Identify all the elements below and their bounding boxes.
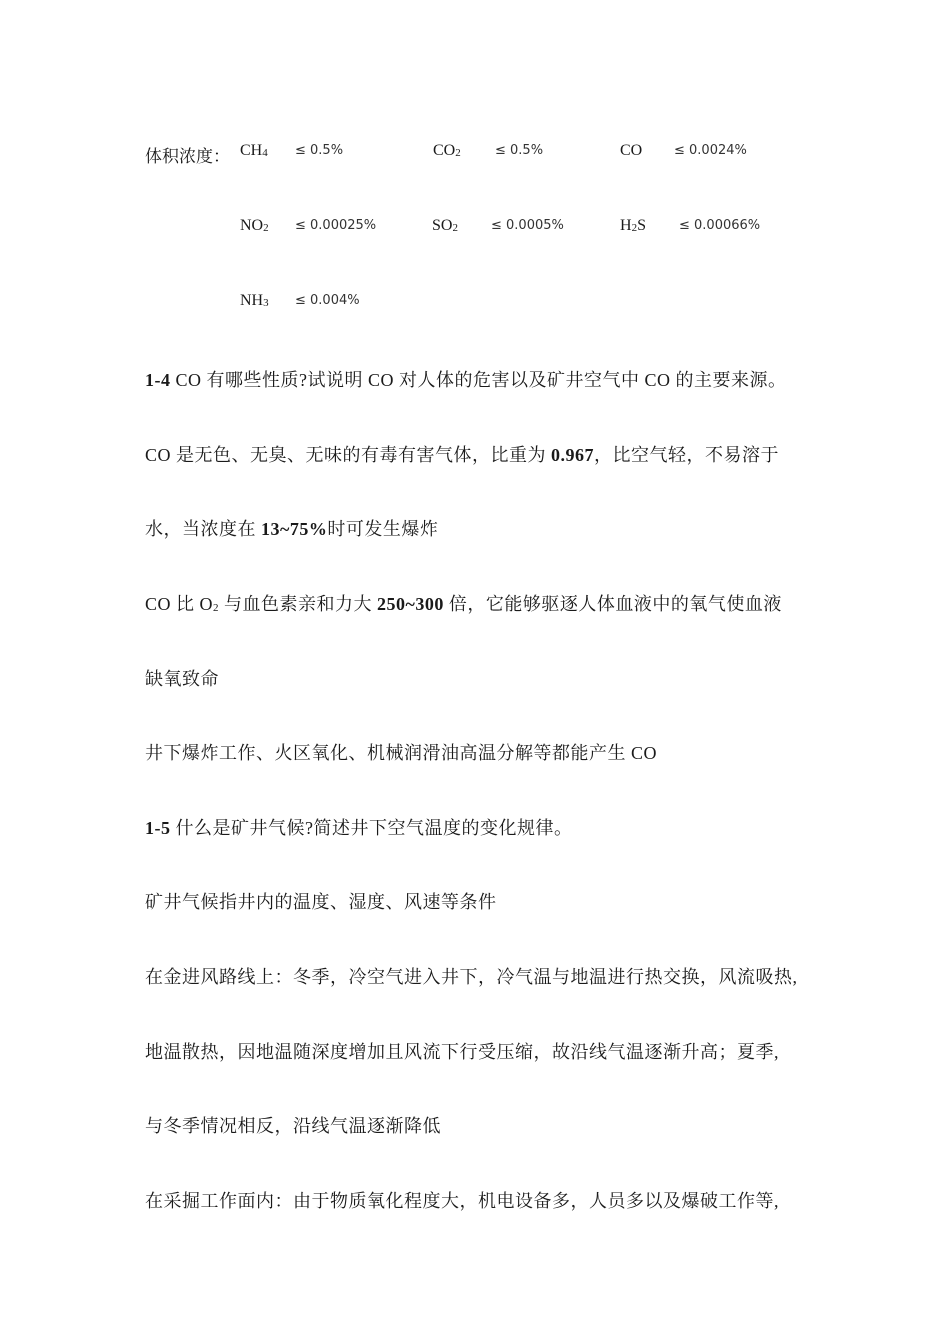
gas-so2: $SO_2$ — [432, 217, 458, 234]
answer-1-4-line-2: 水，当浓度在 13~75%时可发生爆炸 — [145, 519, 439, 539]
concentration-row-3 — [145, 292, 845, 316]
limit-co: ≤ 0.0024% — [674, 143, 747, 158]
limit-nh3: ≤ 0.004% — [295, 293, 360, 308]
limit-h2s: ≤ 0.00066% — [679, 218, 761, 233]
question-number: 1-5 — [145, 818, 171, 838]
answer-1-5-line-1: 矿井气候指井内的温度、湿度、风速等条件 — [145, 892, 497, 912]
limit-ch4: ≤ 0.5% — [295, 143, 344, 158]
answer-1-4-line-1: CO 是无色、无臭、无味的有毒有害气体，比重为 0.967，比空气轻，不易溶于 — [145, 445, 780, 465]
answer-1-4-line-3: CO 比 $O_2$ 与血色素亲和力大 250~300 倍，它能够驱逐人体血液中的氧气使血液 — [145, 594, 782, 614]
limit-no2: ≤ 0.00025% — [295, 218, 377, 233]
limit-so2: ≤ 0.0005% — [491, 218, 564, 233]
question-1-4 — [145, 366, 787, 392]
gas-co: CO — [620, 142, 643, 159]
gas-nh3: $NH_3$ — [240, 292, 269, 309]
gas-no2: $NO_2$ — [240, 217, 269, 234]
concentration-row-1 — [145, 142, 845, 166]
question-number: 1-4 — [145, 370, 171, 390]
gas-h2s: $H_2S$ — [620, 217, 646, 234]
question-1-5 — [145, 814, 573, 840]
question-text: 什么是矿井气候?简述井下空气温度的变化规律。 — [170, 818, 573, 838]
limit-co2: ≤ 0.5% — [495, 143, 544, 158]
answer-1-5-line-4: 与冬季情况相反，沿线气温逐渐降低 — [145, 1116, 441, 1136]
answer-1-5-line-5: 在采掘工作面内：由于物质氧化程度大，机电设备多，人员多以及爆破工作等, — [145, 1191, 779, 1211]
gas-ch4: $CH_4$ — [240, 142, 268, 159]
answer-1-4-line-5: 井下爆炸工作、火区氧化、机械润滑油高温分解等都能产生 CO — [145, 743, 658, 763]
answer-1-5-line-3: 地温散热，因地温随深度增加且风流下行受压缩，故沿线气温逐渐升高；夏季, — [145, 1042, 779, 1062]
answer-1-5-line-2: 在金进风路线上：冬季，冷空气进入井下，冷气温与地温进行热交换，风流吸热, — [145, 967, 798, 987]
concentration-label: 体积浓度： — [145, 147, 230, 166]
concentration-row-2 — [145, 217, 845, 241]
question-text: CO 有哪些性质?试说明 CO 对人体的危害以及矿井空气中 CO 的主要来源。 — [170, 370, 787, 390]
answer-1-4-line-4: 缺氧致命 — [145, 669, 219, 689]
gas-co2: $CO_2$ — [433, 142, 461, 159]
